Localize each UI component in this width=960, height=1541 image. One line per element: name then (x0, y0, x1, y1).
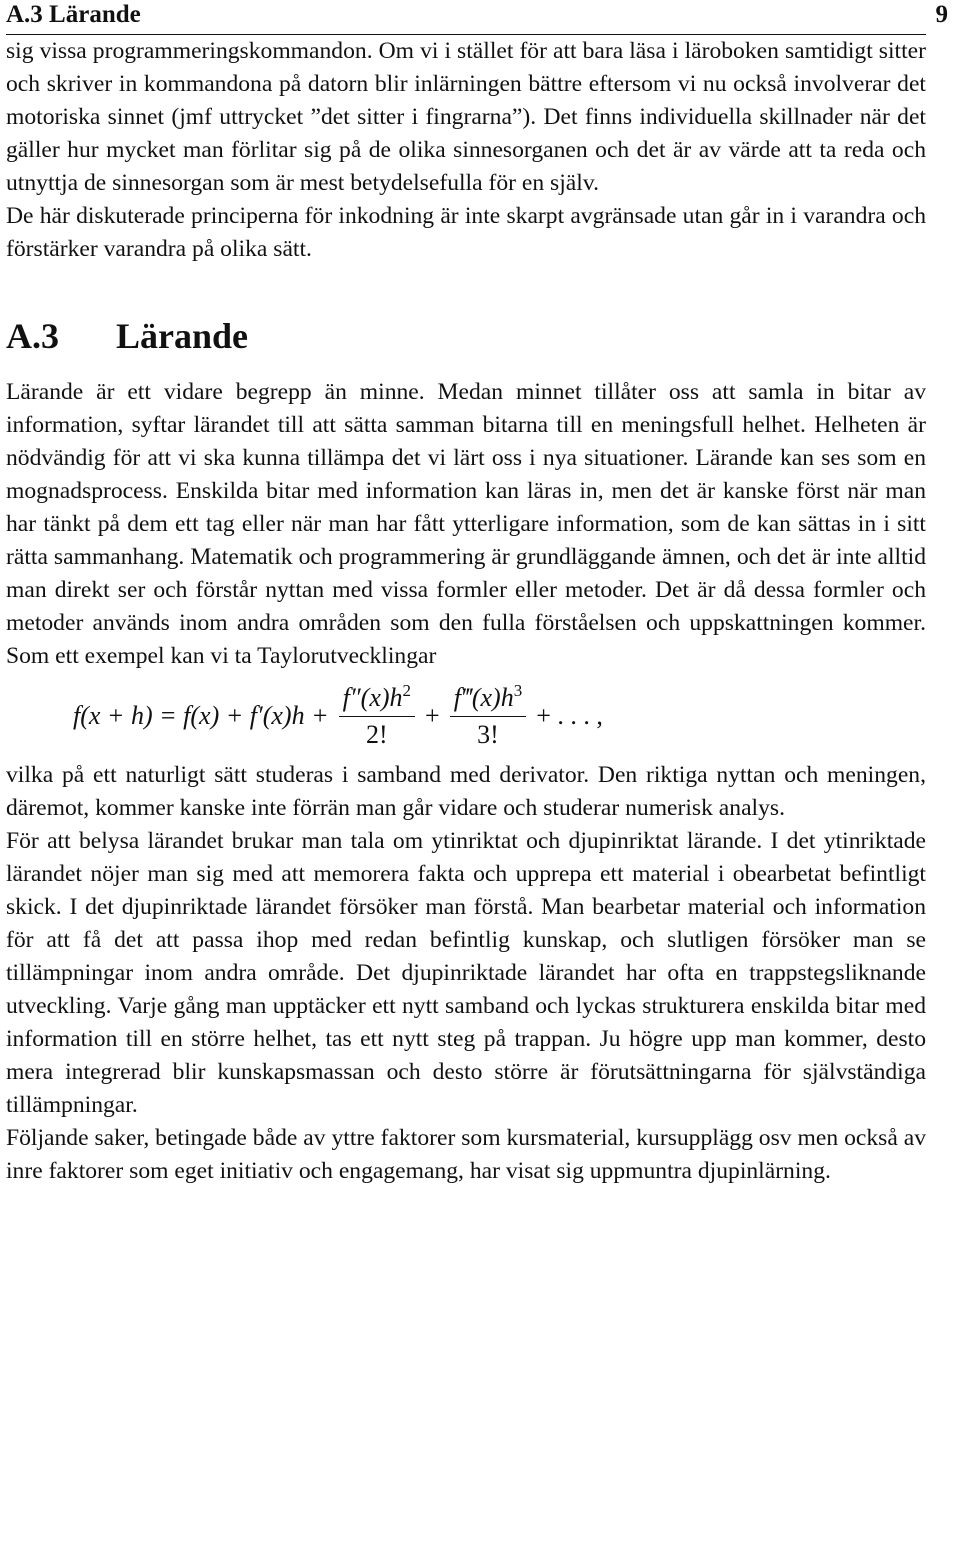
paragraph-factors: Följande saker, betingade både av yttre faktorer som kursmaterial, kursupplägg osv men också av inre faktorer som eget initiativ och engagemang, har visat sig uppmuntra djupinlärning. (6, 1125, 926, 1184)
fraction-denominator: 3! (477, 719, 499, 749)
paragraph-derivatives: vilka på ett naturligt sätt studeras i samband med derivator. Den riktiga nyttan och meningen, däremot, kommer kanske inte förrän man går vidare och studerar numerisk analys. (6, 762, 926, 821)
numerator-text: f″(x)h (342, 682, 403, 712)
equation-tail: + . . . , (536, 701, 603, 730)
section-number: A.3 (6, 316, 59, 356)
paragraph-principles: De här diskuterade principerna för inkodning är inte skarpt avgränsade utan går in i varandra och förstärker varandra på olika sätt. (6, 203, 926, 262)
equation-fraction-third-order (450, 680, 527, 750)
header-section-label: A.3 Lärande (6, 1, 141, 28)
equation-fraction-second-order (339, 680, 415, 750)
equation-plus: + (425, 701, 440, 730)
section-title: Lärande (116, 316, 249, 356)
fraction-numerator (450, 680, 527, 717)
fraction-numerator (339, 680, 415, 717)
taylor-equation (6, 673, 926, 759)
equation-lhs: f(x + h) = f(x) + f′(x)h + (73, 701, 329, 730)
numerator-exponent: 3 (513, 680, 523, 700)
numerator-text: f‴(x)h (453, 682, 514, 712)
paragraph-senses: sig vissa programmeringskommandon. Om vi i stället för att bara läsa i läroboken samtidigt sitter och skriver in kommandona på datorn blir inlärningen bättre eftersom vi nu också involverar det motoriska sinnet (jmf uttrycket ”det sitter i fingrarna”). Det finns individuella skillnader när det gäller hur mycket man förlitar sig på de olika sinnesorganen och det är av värde att ta reda och utnyttja de sinnesorgan som är mest betydelsefulla för en själv. (6, 38, 926, 196)
page-number: 9 (935, 1, 948, 28)
numerator-exponent: 2 (402, 680, 412, 700)
paragraph-deep-learning: För att belysa lärandet brukar man tala om ytinriktat och djupinriktat lärande. I det ytinriktade lärandet nöjer man sig med att memorera fakta och upprepa ett material i obearbetat befintligt skick. I det djupinriktade lärandet försöker man förstå. Man bearbetar material och information för att få det att passa ihop med redan befintlig kunskap, och slutligen försöker man se tillämpningar inom andra område. Det djupinriktade lärandet har ofta en trappstegsliknande utveckling. Varje gång man upptäcker ett nytt samband och lyckas strukturera enskilda bitar med information till en större helhet, tas ett nytt steg på trappan. Ju högre upp man kommer, desto mera integrerad blir kunskapsmassan och desto större är förutsättningarna för självständiga tillämpningar. (6, 828, 926, 1118)
fraction-denominator: 2! (365, 719, 388, 749)
running-header (6, 0, 948, 35)
paragraph-learning-definition: Lärande är ett vidare begrepp än minne. Medan minnet tillåter oss att samla in bitar av information, syftar lärandet till att sätta samman bitarna till en meningsfull helhet. Helheten är nödvändig för att vi ska kunna tillämpa det vi lärt oss i nya situationer. Lärande kan ses som en mognadsprocess. Enskilda bitar med information kan läras in, men det är kanske först när man har tänkt på dem ett tag eller när man har fått ytterligare information, som de kan sättas in i sitt rätta sammanhang. Matematik och programmering är grundläggande ämnen, och det är inte alltid man direkt ser och förstår nyttan med vissa formler eller metoder. Det är då dessa formler och metoder används inom andra områden som den fulla förståelsen och uppskattningen kommer. Som ett exempel kan vi ta Taylorutvecklingar (6, 379, 926, 669)
document-page (6, 0, 948, 1188)
section-heading (6, 316, 926, 376)
